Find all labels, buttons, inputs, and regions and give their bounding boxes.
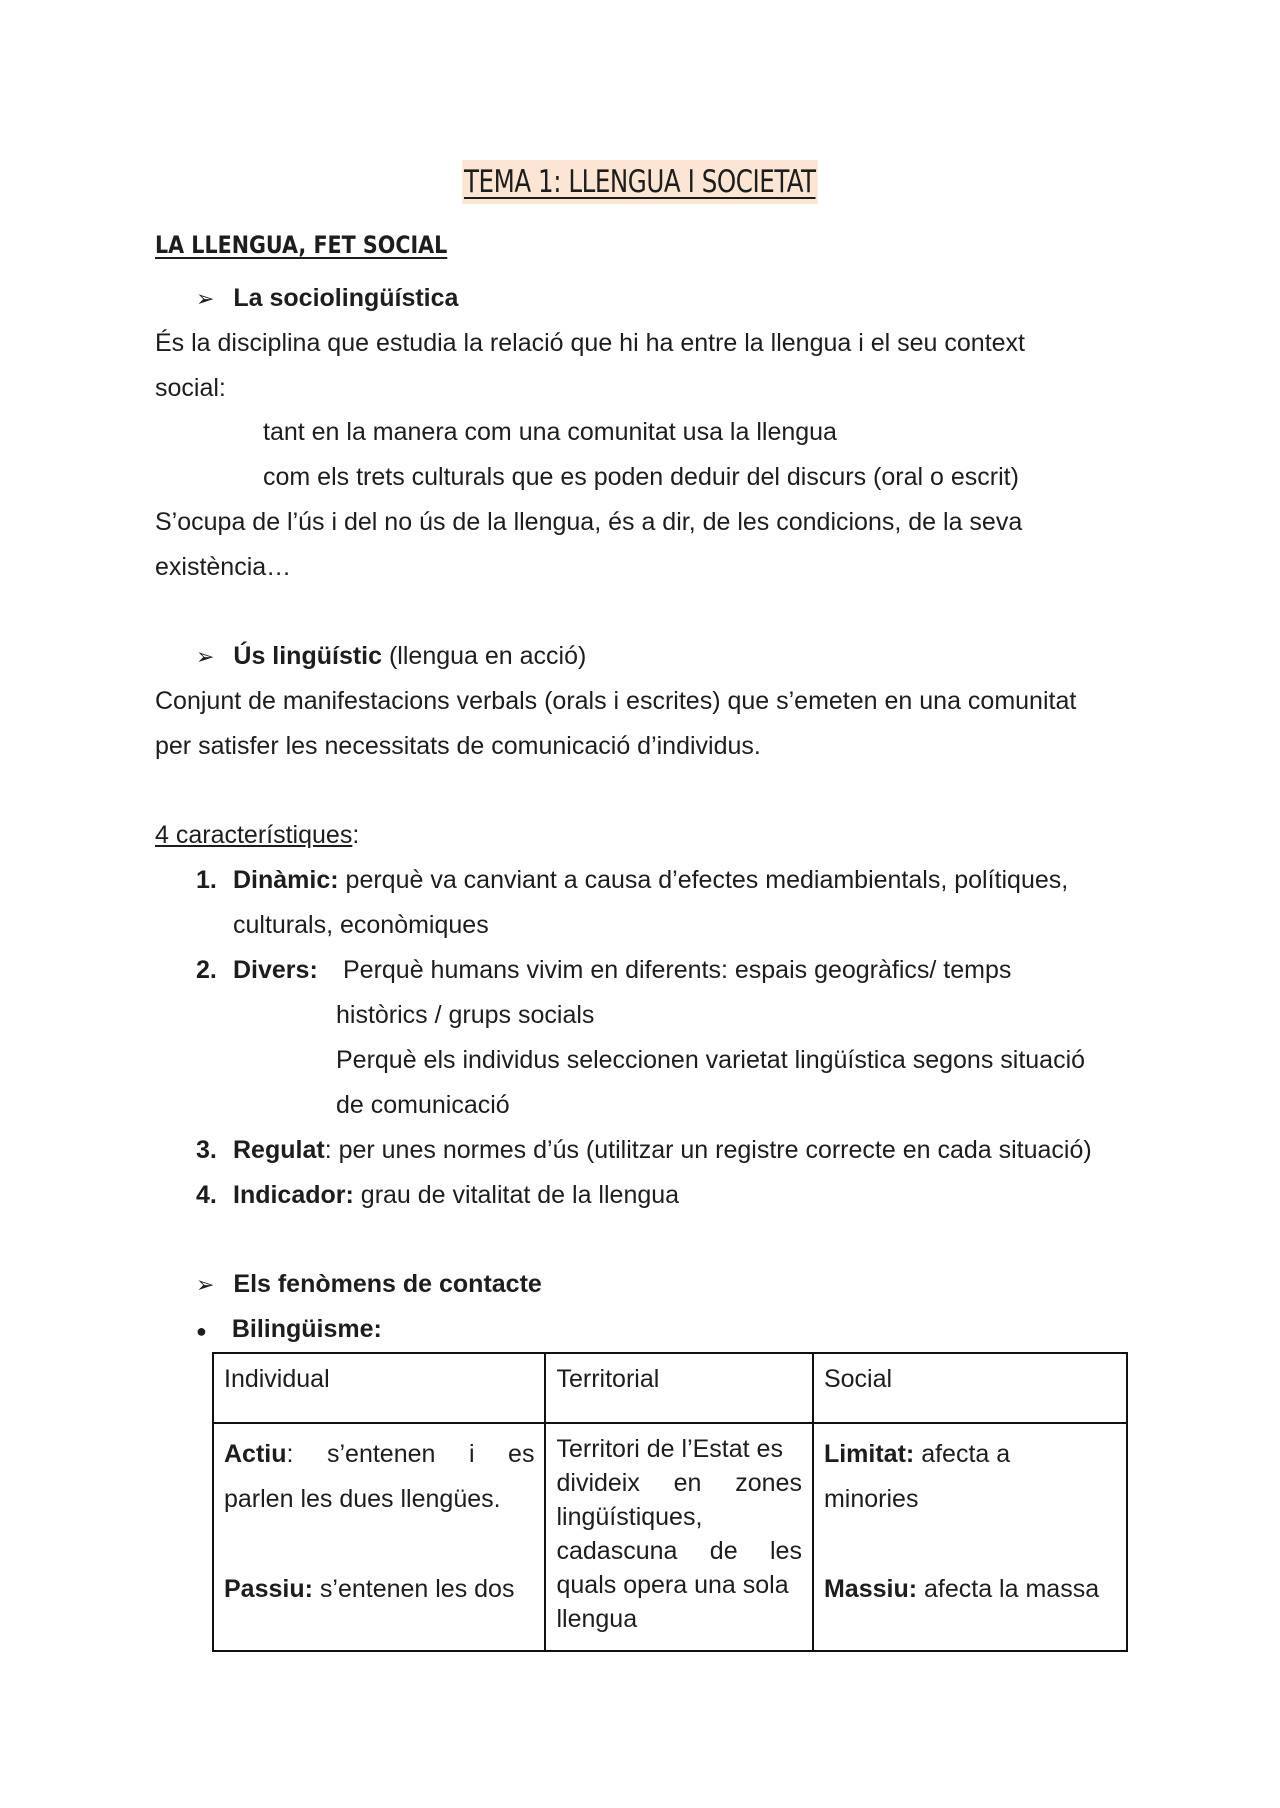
fenomens-heading (196, 1269, 542, 1300)
actiu-line-2: parlen les dues llengües. (224, 1485, 501, 1513)
list-number: 1. (196, 866, 217, 894)
list-text: : per unes normes d’ús (utilitzar un registre correcte en cada situació) (324, 1136, 1092, 1164)
list-text-continuation: Perquè els individus seleccionen varietat lingüística segons situació (336, 1046, 1086, 1074)
limitat-line (824, 1432, 1116, 1477)
list-item-dinamic (196, 865, 217, 895)
limitat-term: Limitat: (823, 1440, 915, 1468)
us-linguistic-line: Conjunt de manifestacions verbals (orals i escrites) que s’emeten en una comunitat (155, 687, 1077, 715)
page-title (0, 160, 1280, 204)
list-text-continuation: històrics / grups socials (336, 1001, 595, 1029)
list-term: Divers: (233, 956, 318, 984)
list-number: 4. (196, 1181, 217, 1209)
us-linguistic-note: (llengua en acció) (382, 642, 587, 670)
list-item-indicador (196, 1180, 217, 1210)
list-item-regulat (196, 1135, 217, 1165)
list-item-regulat-text (233, 1135, 1092, 1165)
list-text-continuation: de comunicació (336, 1091, 510, 1119)
passiu-line (224, 1567, 534, 1612)
table-cell-territorial (545, 1423, 812, 1651)
sociolinguistica-item: tant en la manera com una comunitat usa la llengua (263, 418, 837, 446)
caracteristiques-label (155, 820, 359, 850)
actiu-word: es (508, 1440, 535, 1468)
table-header-individual: Individual (213, 1353, 545, 1423)
list-item-indicador-text (233, 1180, 679, 1210)
actiu-colon: : (286, 1440, 294, 1468)
actiu-term: Actiu (224, 1440, 287, 1468)
actiu-word: i (468, 1440, 475, 1468)
territorial-line (556, 1432, 801, 1466)
bilinguisme-table (212, 1352, 1128, 1652)
actiu-word: s’entenen (326, 1440, 436, 1468)
territorial-line: lingüístiques, (556, 1503, 703, 1531)
bilinguisme-title: Bilingüisme: (231, 1315, 382, 1343)
table-row (213, 1423, 1127, 1651)
table-header-social: Social (813, 1353, 1127, 1423)
caracteristiques-colon: : (352, 821, 360, 849)
sociolinguistica-extra-line: existència… (155, 553, 292, 581)
massiu-text: afecta la massa (917, 1575, 1100, 1603)
passiu-text: s’entenen les dos (312, 1575, 515, 1603)
us-linguistic-line: per satisfer les necessitats de comunicació d’individus. (155, 732, 761, 760)
list-item-divers (196, 955, 217, 985)
caracteristiques-label-text: 4 característiques (155, 821, 353, 849)
territorial-line: quals opera una sola (556, 1571, 789, 1599)
list-term: Dinàmic: (233, 866, 339, 894)
limitat-text: afecta a (914, 1440, 1011, 1468)
sociolinguistica-definition-line: social: (155, 374, 226, 402)
table-header-territorial: Territorial (545, 1353, 812, 1423)
list-term: Regulat (233, 1136, 325, 1164)
list-item-dinamic-text (233, 865, 1068, 895)
list-text: grau de vitalitat de la llengua (353, 1181, 680, 1209)
list-number: 2. (196, 956, 217, 984)
territorial-line: llengua (556, 1605, 638, 1633)
list-text-continuation: culturals, econòmiques (233, 911, 489, 939)
dot-bullet-icon: ● (196, 1321, 207, 1341)
list-text: perquè va canviant a causa d’efectes mediambientals, polítiques, (338, 866, 1069, 894)
list-term-divers (233, 955, 318, 985)
territorial-line: divideix en zones (556, 1469, 802, 1497)
list-text: Perquè humans vivim en diferents: espais geogràfics/ temps (343, 956, 1012, 984)
massiu-term: Massiu: (823, 1575, 918, 1603)
bilinguisme-heading (196, 1314, 382, 1346)
arrow-bullet-icon: ➢ (196, 1272, 215, 1297)
fenomens-title: Els fenòmens de contacte (233, 1270, 542, 1298)
sociolinguistica-definition-line: És la disciplina que estudia la relació que hi ha entre la llengua i el seu context (155, 329, 1025, 357)
arrow-bullet-icon: ➢ (196, 644, 215, 669)
table-header-row (213, 1353, 1127, 1423)
sociolinguistica-extra-line: S’ocupa de l’ús i del no ús de la llengua, és a dir, de les condicions, de la seva (155, 508, 1023, 536)
us-linguistic-heading (196, 641, 586, 672)
passiu-term: Passiu: (224, 1575, 313, 1603)
section-heading: LA LLENGUA, FET SOCIAL (155, 231, 448, 259)
territorial-text: Territori de l’Estat es (556, 1435, 783, 1463)
list-number: 3. (196, 1136, 217, 1164)
actiu-line (224, 1432, 534, 1477)
massiu-line (824, 1567, 1116, 1612)
page-title-text: TEMA 1: LLENGUA I SOCIETAT (462, 160, 817, 204)
sociolinguistica-heading (196, 283, 458, 314)
arrow-bullet-icon: ➢ (196, 286, 215, 311)
table-cell-individual (213, 1423, 545, 1651)
limitat-line-2: minories (823, 1485, 919, 1513)
sociolinguistica-title: La sociolingüística (233, 284, 459, 312)
sociolinguistica-item: com els trets culturals que es poden deduir del discurs (oral o escrit) (263, 463, 1019, 491)
territorial-line: cadascuna de les (556, 1537, 802, 1565)
us-linguistic-title: Ús lingüístic (233, 642, 383, 670)
table-cell-social (813, 1423, 1127, 1651)
list-term: Indicador: (233, 1181, 354, 1209)
